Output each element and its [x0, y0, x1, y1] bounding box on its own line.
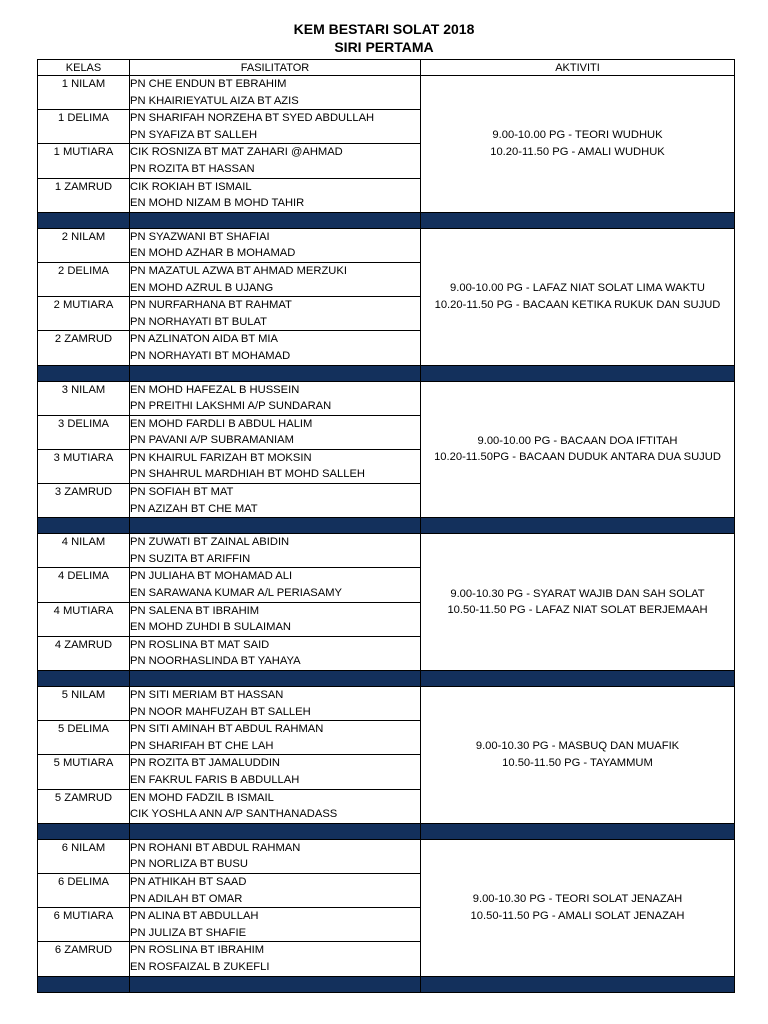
kelas-label: 1 NILAM [61, 78, 106, 90]
fasilitator-name: PN ROSLINA BT IBRAHIM [130, 944, 265, 957]
kelas-cell [38, 908, 130, 942]
aktiviti-cell [421, 76, 735, 213]
fasilitator-name: EN SARAWANA KUMAR A/L PERIASAMY [130, 587, 342, 600]
fasilitator-cell [130, 484, 421, 518]
fasilitator-name: PN ZUWATI BT ZAINAL ABIDIN [130, 536, 290, 549]
fasilitator-name: PN NOORHASLINDA BT YAHAYA [130, 655, 301, 668]
fasilitator-name: EN MOHD ZUHDI B SULAIMAN [130, 621, 291, 634]
fasilitator-name: PN NORHAYATI BT MOHAMAD [130, 349, 291, 362]
band-cell [421, 823, 735, 839]
kelas-cell [38, 484, 130, 518]
fasilitator-name: PN CHE ENDUN BT EBRAHIM [130, 78, 287, 90]
kelas-label: 4 NILAM [61, 536, 106, 549]
band-cell [130, 976, 421, 992]
fasilitator-cell [130, 789, 421, 823]
aktiviti-cell [421, 381, 735, 518]
kelas-cell [38, 839, 130, 873]
band-cell [38, 365, 130, 381]
band-cell [130, 518, 421, 534]
fasilitator-name: PN KHAIRIEYATUL AIZA BT AZIS [130, 94, 299, 107]
kelas-cell [38, 262, 130, 296]
aktiviti-line: 10.20-11.50PG - BACAAN DUDUK ANTARA DUA SUJUD [434, 451, 721, 464]
fasilitator-name: CIK YOSHLA ANN A/P SANTHANADASS [130, 808, 338, 821]
fasilitator-cell [130, 76, 421, 110]
fasilitator-name: EN MOHD FADZIL B ISMAIL [130, 791, 274, 804]
header-aktiviti: AKTIVITI [421, 60, 735, 76]
aktiviti-cell [421, 228, 735, 365]
kelas-cell [38, 331, 130, 365]
kelas-cell [38, 721, 130, 755]
kelas-cell [38, 381, 130, 415]
group-separator-band [38, 671, 735, 687]
aktiviti-cell [421, 534, 735, 671]
aktiviti-line: 10.20-11.50 PG - AMALI WUDHUK [490, 145, 665, 158]
kelas-cell [38, 534, 130, 568]
kelas-label: 3 DELIMA [58, 417, 109, 430]
header-row [38, 60, 735, 76]
kelas-label: 2 ZAMRUD [54, 333, 113, 346]
kelas-label: 2 DELIMA [58, 264, 109, 277]
group-separator-band [38, 365, 735, 381]
fasilitator-cell [130, 687, 421, 721]
band-cell [130, 671, 421, 687]
fasilitator-cell [130, 942, 421, 976]
fasilitator-name: PN PAVANI A/P SUBRAMANIAM [130, 434, 294, 447]
kelas-label: 1 DELIMA [58, 112, 109, 125]
kelas-cell [38, 755, 130, 789]
kelas-cell [38, 568, 130, 602]
fasilitator-cell [130, 721, 421, 755]
aktiviti-line: 9.00-10.00 PG - BACAAN DOA IFTITAH [477, 434, 678, 447]
fasilitator-cell [130, 381, 421, 415]
aktiviti-cell [421, 839, 735, 976]
group-separator-band [38, 976, 735, 992]
band-cell [38, 976, 130, 992]
aktiviti-line: 9.00-10.30 PG - TEORI SOLAT JENAZAH [472, 893, 683, 906]
kelas-cell [38, 415, 130, 449]
header-fasilitator: FASILITATOR [130, 60, 421, 76]
fasilitator-name: PN SHARIFAH BT CHE LAH [130, 739, 274, 752]
aktiviti-line: 10.50-11.50 PG - LAFAZ NIAT SOLAT BERJEMAAH [447, 604, 708, 617]
fasilitator-name: PN ROZITA BT JAMALUDDIN [130, 757, 281, 770]
header-kelas: KELAS [38, 60, 130, 76]
schedule-table [37, 59, 735, 993]
fasilitator-cell [130, 110, 421, 144]
fasilitator-cell [130, 144, 421, 178]
fasilitator-cell [130, 839, 421, 873]
table-row [38, 534, 735, 568]
fasilitator-cell [130, 331, 421, 365]
fasilitator-name: PN SITI AMINAH BT ABDUL RAHMAN [130, 723, 324, 736]
kelas-label: 4 MUTIARA [53, 604, 114, 617]
kelas-label: 1 ZAMRUD [54, 180, 113, 193]
table-row [38, 687, 735, 721]
fasilitator-name: EN MOHD AZHAR B MOHAMAD [130, 247, 296, 260]
aktiviti-line: 9.00-10.00 PG - TEORI WUDHUK [492, 129, 663, 142]
table-row [38, 228, 735, 262]
band-cell [421, 671, 735, 687]
fasilitator-name: PN SUZITA BT ARIFFIN [130, 552, 251, 565]
kelas-cell [38, 228, 130, 262]
band-cell [130, 823, 421, 839]
kelas-label: 5 ZAMRUD [54, 791, 113, 804]
fasilitator-name: PN ALINA BT ABDULLAH [130, 910, 259, 923]
fasilitator-cell [130, 415, 421, 449]
group-separator-band [38, 212, 735, 228]
aktiviti-line: 10.50-11.50 PG - TAYAMMUM [502, 756, 653, 769]
fasilitator-cell [130, 297, 421, 331]
kelas-label: 2 NILAM [61, 230, 106, 243]
table-row [38, 76, 735, 110]
band-cell [38, 671, 130, 687]
band-cell [130, 212, 421, 228]
fasilitator-name: EN MOHD HAFEZAL B HUSSEIN [130, 383, 300, 396]
fasilitator-name: PN PREITHI LAKSHMI A/P SUNDARAN [130, 400, 332, 413]
kelas-cell [38, 873, 130, 907]
fasilitator-name: PN SHARIFAH NORZEHA BT SYED ABDULLAH [130, 112, 375, 125]
band-cell [421, 365, 735, 381]
fasilitator-cell [130, 873, 421, 907]
fasilitator-name: EN MOHD FARDLI B ABDUL HALIM [130, 417, 313, 430]
band-cell [130, 365, 421, 381]
kelas-cell [38, 449, 130, 483]
fasilitator-name: PN SITI MERIAM BT HASSAN [130, 689, 284, 701]
group-separator-band [38, 823, 735, 839]
kelas-label: 3 ZAMRUD [54, 486, 113, 499]
kelas-cell [38, 636, 130, 670]
fasilitator-name: PN SYAZWANI BT SHAFIAI [130, 230, 270, 243]
band-cell [421, 976, 735, 992]
fasilitator-name: PN ATHIKAH BT SAAD [130, 875, 247, 888]
fasilitator-name: PN SOFIAH BT MAT [130, 486, 234, 499]
fasilitator-name: PN SHAHRUL MARDHIAH BT MOHD SALLEH [130, 468, 365, 481]
kelas-cell [38, 110, 130, 144]
band-cell [421, 212, 735, 228]
fasilitator-name: PN ROSLINA BT MAT SAID [130, 638, 270, 651]
fasilitator-name: EN ROSFAIZAL B ZUKEFLI [130, 960, 270, 973]
document-subtitle: SIRI PERTAMA [334, 39, 434, 55]
document-title: KEM BESTARI SOLAT 2018 [293, 21, 475, 37]
kelas-cell [38, 789, 130, 823]
fasilitator-cell [130, 449, 421, 483]
kelas-label: 5 DELIMA [58, 723, 109, 736]
fasilitator-name: PN JULIAHA BT MOHAMAD ALI [130, 570, 293, 583]
fasilitator-cell [130, 908, 421, 942]
fasilitator-name: PN AZLINATON AIDA BT MIA [130, 333, 278, 346]
aktiviti-line: 10.20-11.50 PG - BACAAN KETIKA RUKUK DAN SUJUD [434, 298, 721, 311]
kelas-label: 5 NILAM [61, 689, 106, 701]
aktiviti-line: 9.00-10.00 PG - LAFAZ NIAT SOLAT LIMA WAKTU [450, 282, 705, 295]
aktiviti-line: 9.00-10.30 PG - SYARAT WAJIB DAN SAH SOLAT [450, 587, 705, 600]
band-cell [38, 518, 130, 534]
fasilitator-name: PN KHAIRUL FARIZAH BT MOKSIN [130, 451, 312, 464]
kelas-label: 3 MUTIARA [53, 451, 114, 464]
aktiviti-cell [421, 687, 735, 824]
fasilitator-name: PN MAZATUL AZWA BT AHMAD MERZUKI [130, 264, 347, 277]
kelas-label: 3 NILAM [61, 383, 106, 396]
kelas-cell [38, 178, 130, 212]
fasilitator-cell [130, 636, 421, 670]
fasilitator-name: PN NORHAYATI BT BULAT [130, 315, 267, 328]
kelas-label: 6 MUTIARA [53, 910, 114, 923]
fasilitator-name: PN ROHANI BT ABDUL RAHMAN [130, 841, 301, 854]
fasilitator-cell [130, 534, 421, 568]
fasilitator-name: PN SALENA BT IBRAHIM [130, 604, 260, 617]
kelas-cell [38, 144, 130, 178]
kelas-label: 5 MUTIARA [53, 757, 114, 770]
band-cell [38, 212, 130, 228]
kelas-cell [38, 297, 130, 331]
fasilitator-name: EN MOHD NIZAM B MOHD TAHIR [130, 197, 305, 210]
table-row [38, 839, 735, 873]
fasilitator-name: PN ADILAH BT OMAR [130, 892, 243, 905]
fasilitator-name: PN NURFARHANA BT RAHMAT [130, 299, 292, 312]
fasilitator-cell [130, 755, 421, 789]
fasilitator-cell [130, 178, 421, 212]
kelas-label: 6 DELIMA [58, 875, 109, 888]
fasilitator-name: PN ROZITA BT HASSAN [130, 162, 255, 175]
fasilitator-name: PN NORLIZA BT BUSU [130, 858, 248, 871]
fasilitator-cell [130, 568, 421, 602]
fasilitator-name: PN JULIZA BT SHAFIE [130, 926, 247, 939]
table-row [38, 381, 735, 415]
band-cell [421, 518, 735, 534]
fasilitator-name: CIK ROSNIZA BT MAT ZAHARI @AHMAD [130, 146, 343, 159]
kelas-label: 4 ZAMRUD [54, 638, 113, 651]
fasilitator-name: CIK ROKIAH BT ISMAIL [130, 180, 252, 193]
fasilitator-name: PN AZIZAH BT CHE MAT [130, 502, 258, 515]
fasilitator-name: EN FAKRUL FARIS B ABDULLAH [130, 773, 300, 786]
aktiviti-line: 9.00-10.30 PG - MASBUQ DAN MUAFIK [475, 740, 680, 753]
kelas-label: 6 ZAMRUD [54, 944, 113, 957]
fasilitator-cell [130, 228, 421, 262]
fasilitator-name: PN NOOR MAHFUZAH BT SALLEH [130, 705, 311, 718]
kelas-cell [38, 687, 130, 721]
kelas-label: 1 MUTIARA [53, 146, 114, 159]
kelas-label: 2 MUTIARA [53, 299, 114, 312]
aktiviti-line: 10.50-11.50 PG - AMALI SOLAT JENAZAH [470, 909, 685, 922]
kelas-cell [38, 942, 130, 976]
kelas-label: 6 NILAM [61, 841, 106, 854]
fasilitator-name: PN SYAFIZA BT SALLEH [130, 128, 258, 141]
kelas-cell [38, 76, 130, 110]
kelas-label: 4 DELIMA [58, 570, 109, 583]
kelas-cell [38, 602, 130, 636]
fasilitator-name: EN MOHD AZRUL B UJANG [130, 281, 274, 294]
fasilitator-cell [130, 602, 421, 636]
band-cell [38, 823, 130, 839]
group-separator-band [38, 518, 735, 534]
fasilitator-cell [130, 262, 421, 296]
